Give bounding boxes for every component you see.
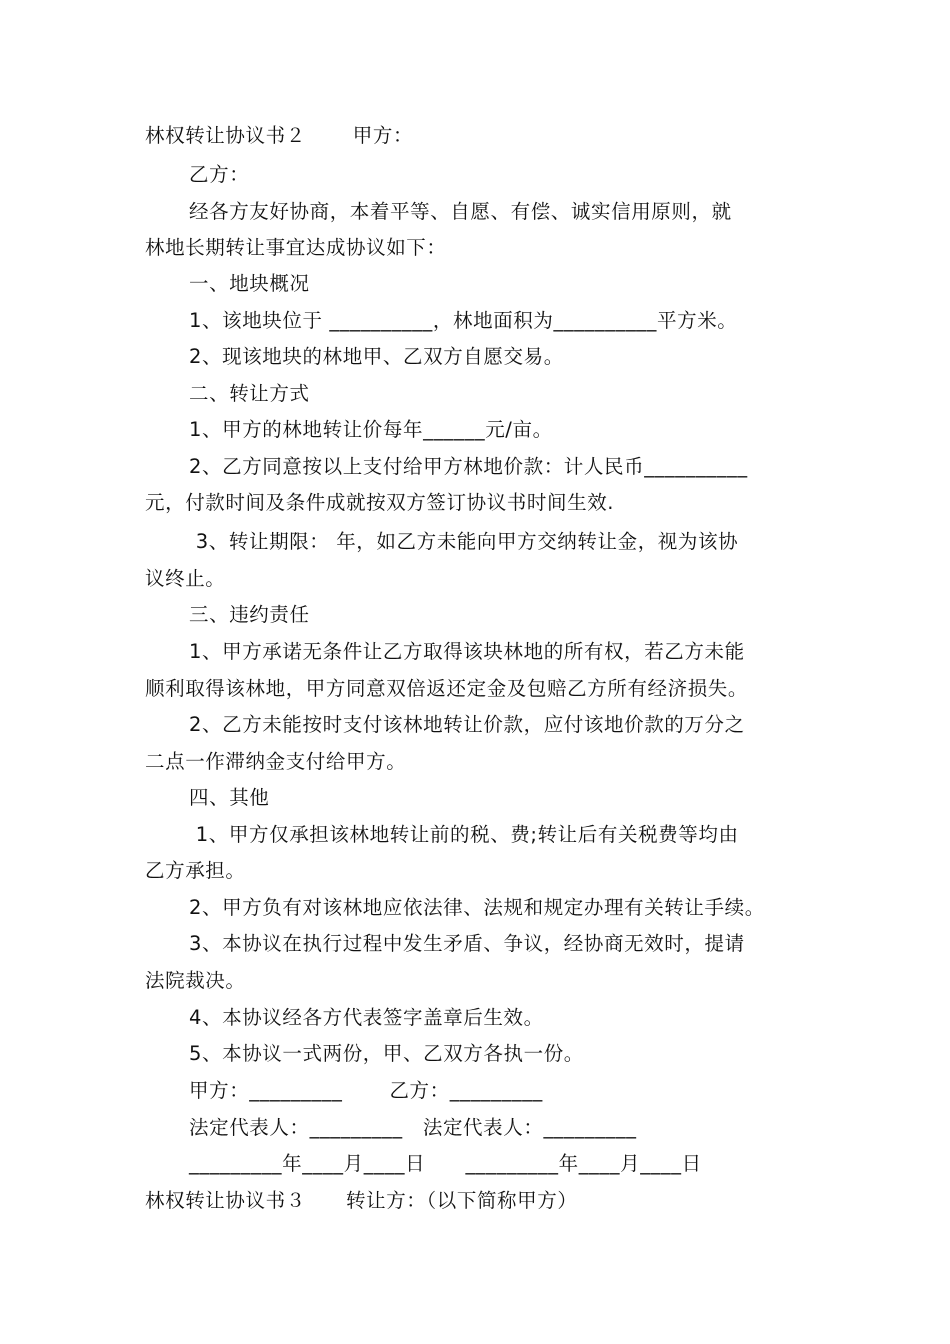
clause-line: 1、甲方的林地转让价每年______元/亩。 (189, 418, 553, 441)
clause-line: 1、该地块位于 __________，林地面积为__________平方米。 (189, 309, 738, 332)
clause-line: 1、甲方承诺无条件让乙方取得该块林地的所有权，若乙方未能 (189, 640, 745, 663)
clause-line: 顺利取得该林地，甲方同意双倍返还定金及包赔乙方所有经济损失。 (145, 677, 749, 700)
signature-line: 甲方：_________ 乙方：_________ (189, 1079, 543, 1102)
clause-line: 法院裁决。 (145, 969, 246, 992)
clause-line: 2、现该地块的林地甲、乙双方自愿交易。 (189, 345, 564, 368)
clause-line: 2、乙方未能按时支付该林地转让价款，应付该地价款的万分之 (189, 713, 745, 736)
clause-line: 5、本协议一式两份，甲、乙双方各执一份。 (189, 1042, 584, 1065)
section-title-line: 林权转让协议书３ 转让方：（以下简称甲方） (145, 1189, 578, 1212)
clause-line: 二点一作滞纳金支付给甲方。 (145, 750, 407, 773)
heading-line: 一、地块概况 (189, 272, 310, 295)
clause-line: 1、甲方仅承担该林地转让前的税、费;转让后有关税费等均由 (189, 823, 739, 846)
representative-line: 法定代表人：_________ 法定代表人：_________ (189, 1116, 637, 1139)
paragraph-line: 经各方友好协商，本着平等、自愿、有偿、诚实信用原则，就 (189, 200, 732, 223)
clause-line: 3、本协议在执行过程中发生矛盾、争议，经协商无效时，提请 (189, 932, 745, 955)
clause-line: 4、本协议经各方代表签字盖章后生效。 (189, 1006, 544, 1029)
clause-line: 元，付款时间及条件成就按双方签订协议书时间生效. (145, 491, 615, 514)
section-title-line: 林权转让协议书２ 甲方： (145, 124, 414, 147)
date-line: _________年____月____日 _________年____月____日 (189, 1152, 702, 1175)
party-b-line: 乙方： (189, 163, 250, 186)
heading-line: 二、转让方式 (189, 382, 310, 405)
clause-line: 2、甲方负有对该林地应依法律、法规和规定办理有关转让手续。 (189, 896, 765, 919)
heading-line: 四、其他 (189, 786, 270, 809)
clause-line: 3、转让期限： 年，如乙方未能向甲方交纳转让金，视为该协 (189, 530, 739, 553)
heading-line: 三、违约责任 (189, 603, 310, 626)
clause-line: 2、乙方同意按以上支付给甲方林地价款：计人民币__________ (189, 455, 748, 478)
clause-line: 议终止。 (145, 567, 226, 590)
clause-line: 乙方承担。 (145, 859, 246, 882)
paragraph-line: 林地长期转让事宜达成协议如下： (145, 236, 447, 259)
